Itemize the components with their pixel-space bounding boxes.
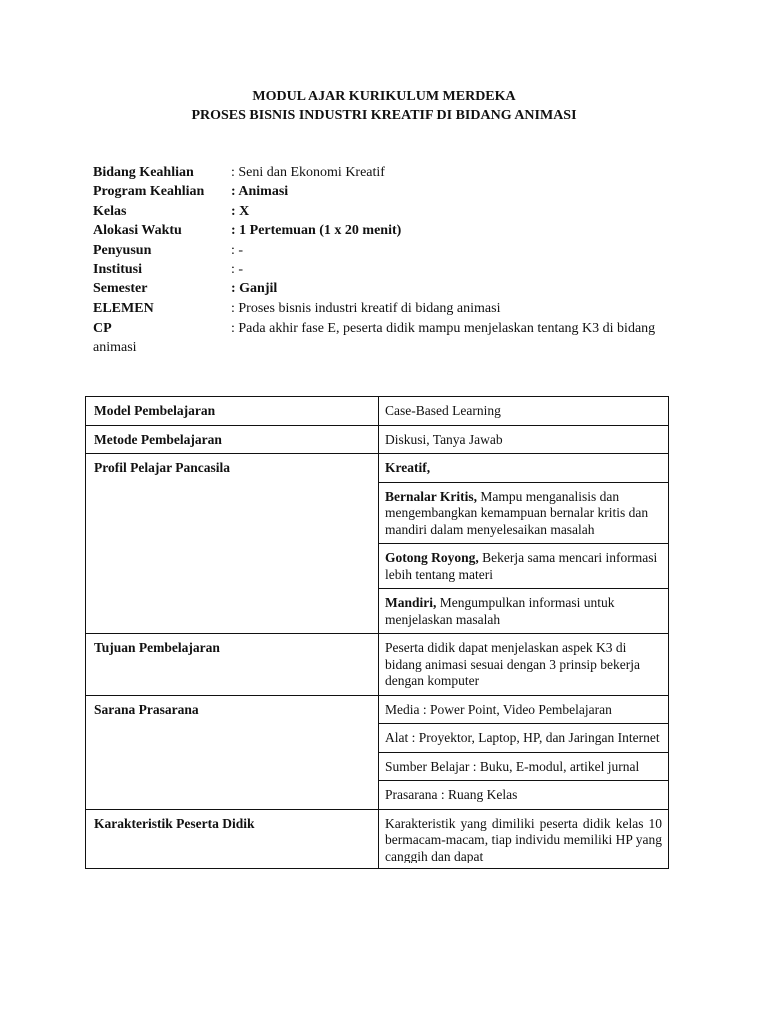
info-row-kelas: [93, 202, 683, 221]
profil-gotong-title: Gotong Royong,: [385, 550, 479, 565]
identity-block: [93, 163, 683, 318]
row-label-profil: Profil Pelajar Pancasila: [86, 454, 379, 634]
info-row-institusi: [93, 260, 683, 279]
cp-label: CP: [93, 321, 112, 336]
info-row-program: [93, 182, 683, 201]
karakteristik-text: Karakteristik yang dimiliki peserta didik kelas 10 bermacam-macam, tiap individu memiliki HP yang canggih dan dapat: [385, 815, 662, 863]
info-value: : Proses bisnis industri kreatif di bidang animasi: [231, 300, 501, 316]
row-value-karakteristik: [379, 809, 669, 868]
info-value: : -: [231, 242, 244, 258]
info-value: : X: [231, 203, 250, 219]
row-label-sarana: Sarana Prasarana: [86, 695, 379, 809]
info-label: Institusi: [93, 261, 143, 277]
row-label-metode: Metode Pembelajaran: [86, 425, 379, 454]
info-label: ELEMEN: [93, 300, 154, 316]
table-row: [86, 695, 669, 724]
info-label: Kelas: [93, 203, 127, 219]
profil-kreatif: Kreatif,: [379, 454, 669, 483]
profil-gotong-royong: [379, 544, 669, 589]
info-label: Alokasi Waktu: [93, 223, 182, 239]
info-label: Penyusun: [93, 242, 152, 258]
info-row-semester: [93, 279, 683, 298]
learning-module-table: [85, 396, 669, 869]
info-label: Semester: [93, 281, 148, 297]
profil-mandiri-title: Mandiri,: [385, 595, 437, 610]
row-value-tujuan: Peserta didik dapat menjelaskan aspek K3 di bidang animasi sesuai dengan 3 prinsip bekerja dengan komputer: [379, 634, 669, 696]
table-row: [86, 634, 669, 696]
document-subtitle: PROSES BISNIS INDUSTRI KREATIF DI BIDANG ANIMASI: [191, 108, 577, 123]
table-row: [86, 454, 669, 483]
info-label: Bidang Keahlian: [93, 165, 194, 180]
profil-mandiri-text: Mengumpulkan informasi untuk menjelaskan masalah: [385, 595, 615, 627]
profil-kritis-text: Mampu menganalisis dan mengembangkan kemampuan bernalar kritis dan mandiri dalam menyelesaikan masalah: [385, 488, 649, 537]
info-row-penyusun: [93, 241, 683, 260]
info-row-elemen: [93, 299, 683, 318]
sarana-alat: Alat : Proyektor, Laptop, HP, dan Jaringan Internet: [379, 724, 669, 753]
table-row: [86, 425, 669, 454]
document-title: MODUL AJAR KURIKULUM MERDEKA: [252, 89, 516, 104]
info-value: : -: [231, 261, 244, 277]
info-value: : Animasi: [231, 184, 289, 200]
table-row: [86, 809, 669, 868]
profil-gotong-text: Bekerja sama mencari informasi lebih tentang materi: [385, 550, 658, 582]
info-value: : Ganjil: [231, 281, 278, 297]
info-row-alokasi: [93, 221, 683, 240]
table-row: [86, 397, 669, 426]
profil-mandiri: [379, 589, 669, 634]
sarana-prasarana: Prasarana : Ruang Kelas: [379, 781, 669, 810]
info-value: : 1 Pertemuan (1 x 20 menit): [231, 223, 402, 239]
profil-kritis-title: Bernalar Kritis,: [385, 488, 477, 504]
row-value-model: Case-Based Learning: [379, 397, 669, 426]
cp-row: [93, 319, 683, 358]
sarana-media: Media : Power Point, Video Pembelajaran: [379, 695, 669, 724]
row-value-metode: Diskusi, Tanya Jawab: [379, 425, 669, 454]
row-label-karakteristik: Karakteristik Peserta Didik: [86, 809, 379, 868]
sarana-sumber: Sumber Belajar : Buku, E-modul, artikel jurnal: [379, 752, 669, 781]
row-label-model: Model Pembelajaran: [86, 397, 379, 426]
profil-bernalar-kritis: [379, 482, 669, 544]
cp-value: : Pada akhir fase E, peserta didik mampu menjelaskan tentang K3 di bidang animasi: [93, 321, 656, 356]
info-row-bidang: [93, 163, 683, 182]
info-value: : Seni dan Ekonomi Kreatif: [231, 165, 385, 180]
row-label-tujuan: Tujuan Pembelajaran: [86, 634, 379, 696]
info-label: Program Keahlian: [93, 184, 205, 200]
